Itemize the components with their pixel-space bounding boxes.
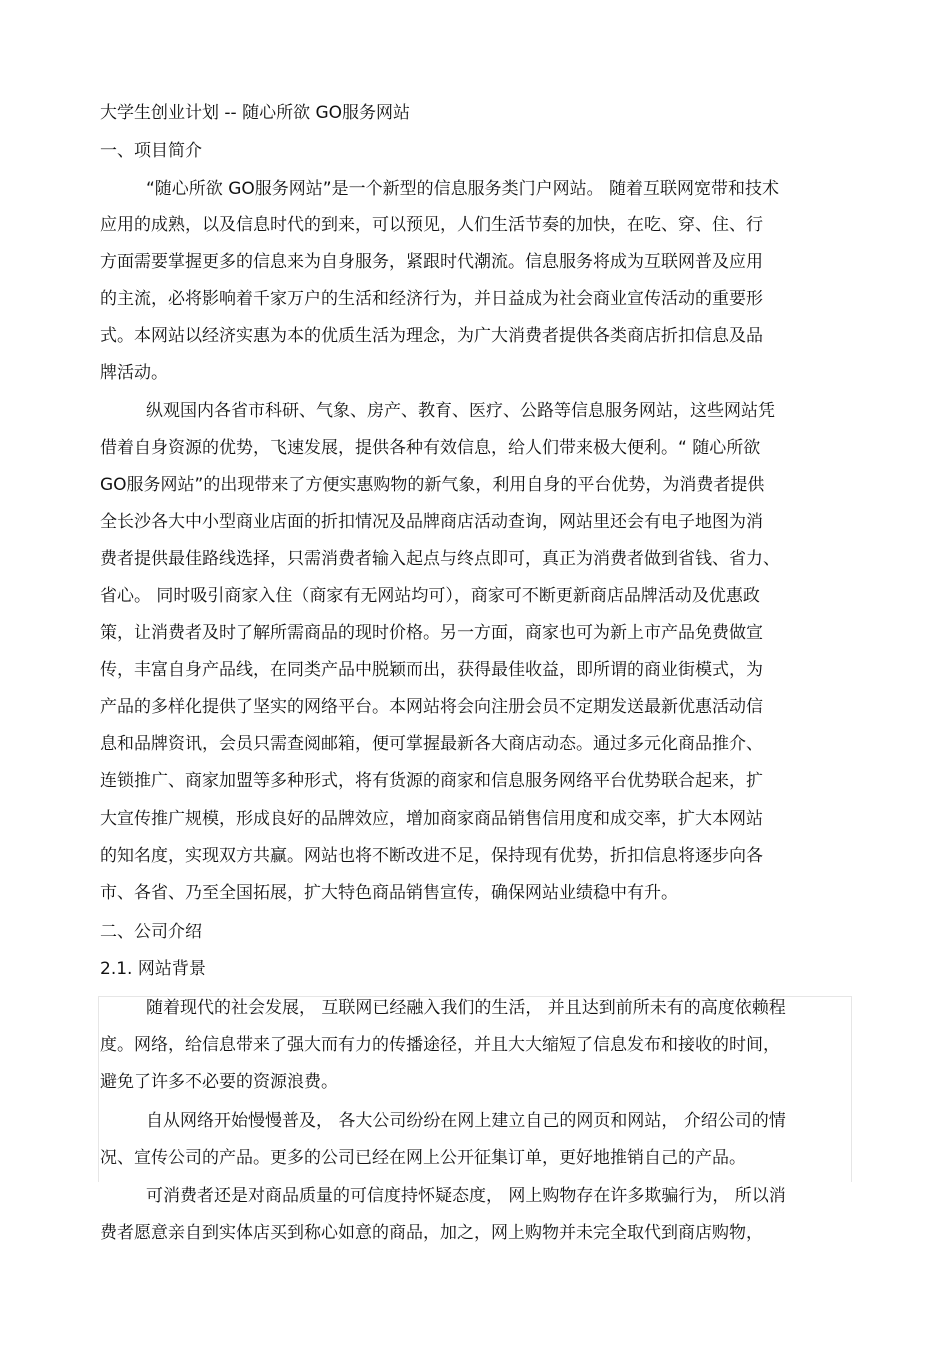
text-box-border-right <box>851 996 852 1182</box>
paragraph-line: 度。网络，给信息带来了强大而有力的传播途径，并且大大缩短了信息发布和接收的时间， <box>100 1035 780 1055</box>
paragraph-line: 市、各省、乃至全国拓展，扩大特色商品销售宣传，确保网站业绩稳中有升。 <box>100 883 678 903</box>
paragraph-line: 息和品牌资讯，会员只需查阅邮箱，便可掌握最新各大商店动态。通过多元化商品推介、 <box>100 734 763 754</box>
paragraph-line: 的知名度，实现双方共赢。网站也将不断改进不足，保持现有优势，折扣信息将逐步向各 <box>100 846 763 866</box>
paragraph-line: 费者提供最佳路线选择，只需消费者输入起点与终点即可，真正为消费者做到省钱、省力、 <box>100 549 780 569</box>
paragraph-line: 策，让消费者及时了解所需商品的现时价格。另一方面，商家也可为新上市产品免费做宣 <box>100 623 763 643</box>
subsection-heading-website-background: 2.1. 网站背景 <box>100 959 206 979</box>
paragraph-line: 费者愿意亲自到实体店买到称心如意的商品，加之，网上购物并未完全取代到商店购物， <box>100 1223 763 1243</box>
text-box-border-left <box>98 996 99 1182</box>
paragraph-line: 省心。 同时吸引商家入住（商家有无网站均可），商家可不断更新商店品牌活动及优惠政 <box>100 586 760 606</box>
paragraph-line: 可消费者还是对商品质量的可信度持怀疑态度， 网上购物存在许多欺骗行为， 所以消 <box>146 1186 786 1206</box>
paragraph-line: 连锁推广、商家加盟等多种形式，将有货源的商家和信息服务网络平台优势联合起来，扩 <box>100 771 763 791</box>
paragraph-line: “随心所欲 GO服务网站”是一个新型的信息服务类门户网站。 随着互联网宽带和技术 <box>146 179 779 199</box>
section-heading-project-intro: 一、项目简介 <box>100 141 202 161</box>
paragraph-line: 式。本网站以经济实惠为本的优质生活为理念，为广大消费者提供各类商店折扣信息及品 <box>100 326 763 346</box>
paragraph-line: 纵观国内各省市科研、气象、房产、教育、医疗、公路等信息服务网站，这些网站凭 <box>146 401 775 421</box>
paragraph-line: 避免了许多不必要的资源浪费。 <box>100 1072 338 1092</box>
paragraph-line: 借着自身资源的优势，飞速发展，提供各种有效信息，给人们带来极大便利。“ 随心所欲 <box>100 438 761 458</box>
section-heading-company-intro: 二、公司介绍 <box>100 922 202 942</box>
paragraph-line: 的主流，必将影响着千家万户的生活和经济行为，并日益成为社会商业宣传活动的重要形 <box>100 289 763 309</box>
paragraph-line: 牌活动。 <box>100 363 168 383</box>
paragraph-line: GO服务网站”的出现带来了方便实惠购物的新气象，利用自身的平台优势，为消费者提供 <box>100 475 765 495</box>
paragraph-line: 况、宣传公司的产品。更多的公司已经在网上公开征集订单，更好地推销自己的产品。 <box>100 1148 746 1168</box>
document-title: 大学生创业计划 -- 随心所欲 GO服务网站 <box>100 103 411 123</box>
paragraph-line: 传，丰富自身产品线，在同类产品中脱颖而出，获得最佳收益，即所谓的商业街模式，为 <box>100 660 763 680</box>
paragraph-line: 大宣传推广规模，形成良好的品牌效应，增加商家商品销售信用度和成交率，扩大本网站 <box>100 809 763 829</box>
paragraph-line: 产品的多样化提供了坚实的网络平台。本网站将会向注册会员不定期发送最新优惠活动信 <box>100 697 763 717</box>
paragraph-line: 应用的成熟，以及信息时代的到来，可以预见，人们生活节奏的加快，在吃、穿、住、行 <box>100 215 763 235</box>
paragraph-line: 随着现代的社会发展， 互联网已经融入我们的生活， 并且达到前所未有的高度依赖程 <box>146 998 786 1018</box>
paragraph-line: 方面需要掌握更多的信息来为自身服务，紧跟时代潮流。信息服务将成为互联网普及应用 <box>100 252 763 272</box>
paragraph-line: 自从网络开始慢慢普及， 各大公司纷纷在网上建立自己的网页和网站， 介绍公司的情 <box>146 1111 786 1131</box>
paragraph-line: 全长沙各大中小型商业店面的折扣情况及品牌商店活动查询，网站里还会有电子地图为消 <box>100 512 763 532</box>
